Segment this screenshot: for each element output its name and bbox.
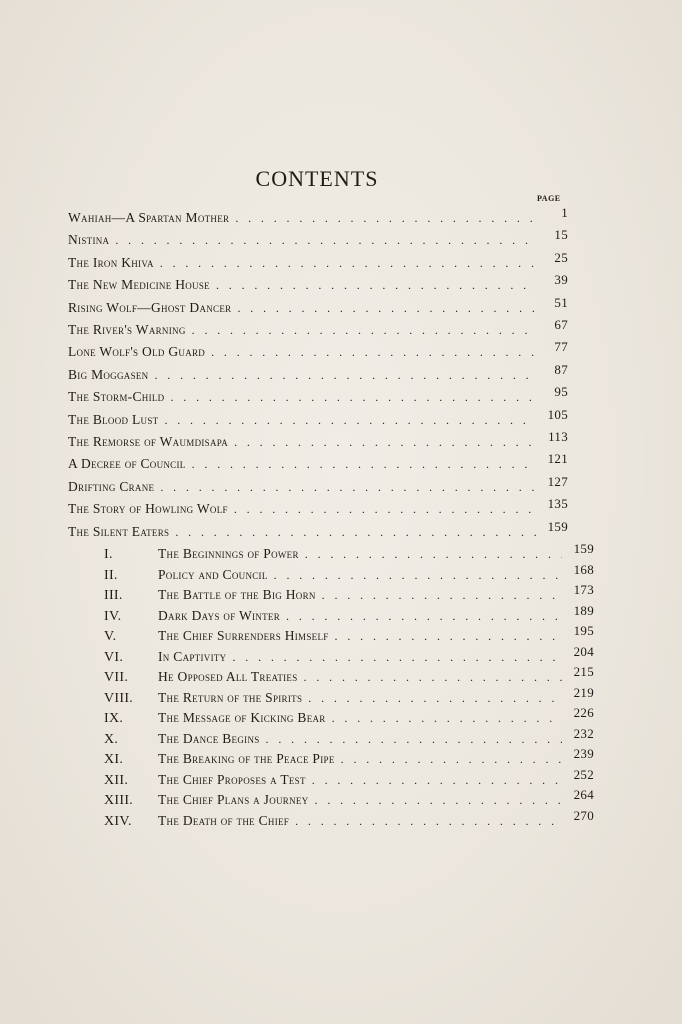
chapter-title: Policy and Council bbox=[158, 566, 268, 582]
toc-entry-title: The Story of Howling Wolf bbox=[68, 501, 228, 517]
chapter-title: The Chief Surrenders Himself bbox=[158, 628, 329, 643]
dot-leader bbox=[231, 301, 536, 316]
chapter-title: The Death of the Chief bbox=[158, 812, 290, 828]
toc-entry bbox=[68, 406, 568, 432]
dot-leader bbox=[169, 525, 536, 540]
chapter-page: 159 bbox=[573, 541, 594, 556]
toc-entry-title: Lone Wolf's Old Guard bbox=[68, 344, 206, 360]
chapter-page: 173 bbox=[573, 582, 594, 597]
chapter-page: 195 bbox=[573, 623, 594, 638]
toc-entry-page: 127 bbox=[547, 473, 568, 489]
toc-entry-page: 121 bbox=[547, 451, 568, 467]
toc-entry bbox=[68, 473, 568, 499]
chapter-page: 264 bbox=[573, 787, 594, 802]
chapter-number: III. bbox=[104, 588, 123, 603]
toc-entry-title: Nistina bbox=[68, 232, 110, 248]
chapter-page: 226 bbox=[573, 705, 594, 720]
toc-entry-page: 113 bbox=[548, 429, 568, 444]
toc-entry-title: Drifting Crane bbox=[68, 478, 155, 494]
toc-entry bbox=[68, 384, 568, 409]
toc-entry-title: Rising Wolf—Ghost Dancer bbox=[68, 299, 232, 315]
chapter-page: 270 bbox=[573, 807, 594, 823]
toc-entry-page: 77 bbox=[554, 339, 568, 355]
toc-entry-title: The Blood Lust bbox=[68, 411, 159, 427]
toc-entry-page: 15 bbox=[554, 227, 568, 243]
chapter-title: The Chief Proposes a Test bbox=[158, 771, 306, 787]
chapter-entry bbox=[104, 582, 594, 607]
toc-entry-title: A Decree of Council bbox=[68, 456, 186, 472]
toc-entry-page: 1 bbox=[561, 205, 568, 220]
dot-leader bbox=[210, 278, 536, 293]
dot-leader bbox=[329, 629, 562, 644]
dot-leader bbox=[164, 390, 536, 405]
chapter-title: The Beginnings of Power bbox=[158, 546, 299, 561]
toc-entry bbox=[68, 339, 568, 364]
toc-entry-page: 135 bbox=[547, 496, 568, 512]
chapter-entry bbox=[104, 766, 594, 792]
chapter-title: He Opposed All Treaties bbox=[158, 669, 298, 684]
dot-leader bbox=[229, 211, 536, 226]
chapter-page: 239 bbox=[573, 746, 594, 761]
toc-entry-title: Wahiah—A Spartan Mother bbox=[68, 210, 230, 225]
page-column-label: PAGE bbox=[537, 194, 561, 203]
chapter-number: II. bbox=[104, 567, 118, 583]
chapter-entry bbox=[104, 684, 594, 710]
chapter-title: The Battle of the Big Horn bbox=[158, 587, 316, 602]
toc-entry bbox=[68, 496, 568, 521]
chapter-title: The Chief Plans a Journey bbox=[158, 792, 309, 807]
toc-entry bbox=[68, 227, 568, 252]
toc-entry bbox=[68, 451, 568, 476]
dot-leader bbox=[186, 457, 536, 472]
chapter-entry bbox=[104, 623, 594, 648]
dot-leader bbox=[205, 345, 536, 360]
toc-entry-page: 51 bbox=[554, 294, 568, 310]
dot-leader bbox=[298, 670, 562, 685]
chapter-entry bbox=[104, 725, 594, 751]
chapter-title: The Return of the Spirits bbox=[158, 689, 303, 705]
chapter-number: VII. bbox=[104, 670, 129, 685]
toc-entry bbox=[68, 205, 568, 230]
chapter-entry bbox=[104, 746, 594, 771]
chapter-page: 204 bbox=[573, 643, 594, 659]
chapter-entry bbox=[104, 541, 594, 566]
dot-leader bbox=[268, 568, 562, 583]
chapter-page: 252 bbox=[573, 766, 594, 782]
toc-entry-page: 25 bbox=[554, 249, 568, 265]
toc-entry bbox=[68, 429, 568, 454]
toc-entry bbox=[68, 249, 568, 275]
chapter-entry bbox=[104, 602, 594, 628]
dot-leader bbox=[299, 547, 562, 562]
dot-leader bbox=[154, 256, 536, 271]
chapter-entry bbox=[104, 664, 594, 689]
dot-leader bbox=[306, 773, 562, 788]
chapter-number: VI. bbox=[104, 649, 124, 665]
chapter-title: In Captivity bbox=[158, 648, 227, 664]
chapter-entry bbox=[104, 705, 594, 730]
dot-leader bbox=[302, 691, 562, 706]
chapter-number: XIV. bbox=[104, 813, 132, 829]
chapter-page: 232 bbox=[573, 725, 594, 741]
dot-leader bbox=[186, 323, 536, 338]
dot-leader bbox=[226, 650, 562, 665]
toc-entry-title: The Storm-Child bbox=[68, 389, 165, 405]
chapter-page: 168 bbox=[573, 561, 594, 577]
toc-entry bbox=[68, 317, 568, 342]
toc-entry-page: 159 bbox=[547, 518, 568, 534]
toc-entry-page: 67 bbox=[554, 317, 568, 332]
dot-leader bbox=[316, 588, 562, 603]
dot-leader bbox=[280, 609, 562, 624]
chapter-page: 215 bbox=[573, 664, 594, 679]
chapter-entry bbox=[104, 561, 594, 587]
dot-leader bbox=[158, 413, 536, 428]
dot-leader bbox=[228, 435, 536, 450]
chapter-number: IV. bbox=[104, 608, 122, 624]
toc-entry-title: The Silent Eaters bbox=[68, 523, 170, 539]
chapter-entry bbox=[104, 807, 594, 833]
chapter-page: 219 bbox=[573, 684, 594, 700]
chapter-number: XI. bbox=[104, 752, 124, 767]
toc-entry bbox=[68, 518, 568, 544]
chapter-title: The Message of Kicking Bear bbox=[158, 710, 326, 725]
toc-entry-title: The Remorse of Waumdisapa bbox=[68, 434, 229, 449]
chapter-number: XIII. bbox=[104, 793, 134, 808]
chapter-entry bbox=[104, 643, 594, 669]
chapter-title: Dark Days of Winter bbox=[158, 607, 281, 623]
dot-leader bbox=[326, 711, 562, 726]
dot-leader bbox=[228, 502, 536, 517]
dot-leader bbox=[109, 233, 536, 248]
chapter-title: The Breaking of the Peace Pipe bbox=[158, 751, 335, 766]
toc-entry bbox=[68, 294, 568, 320]
chapter-title: The Dance Begins bbox=[158, 730, 260, 746]
chapter-number: I. bbox=[104, 547, 113, 562]
contents-title: CONTENTS bbox=[255, 166, 379, 191]
dot-leader bbox=[335, 752, 562, 767]
dot-leader bbox=[309, 793, 562, 808]
dot-leader bbox=[148, 368, 536, 383]
toc-entry bbox=[68, 272, 568, 297]
toc-entry-page: 39 bbox=[554, 272, 568, 288]
toc-entry-title: The River's Warning bbox=[68, 322, 186, 337]
chapter-page: 189 bbox=[573, 602, 594, 618]
toc-entry-title: The Iron Khiva bbox=[68, 254, 154, 270]
chapter-number: V. bbox=[104, 629, 117, 644]
toc-entry-page: 95 bbox=[554, 384, 568, 400]
chapter-number: IX. bbox=[104, 711, 124, 726]
toc-entry bbox=[68, 361, 568, 387]
chapter-entry bbox=[104, 787, 594, 812]
chapter-number: X. bbox=[104, 731, 119, 747]
toc-entry-page: 87 bbox=[554, 361, 568, 377]
toc-entry-title: The New Medicine House bbox=[68, 277, 210, 293]
dot-leader bbox=[289, 814, 562, 829]
chapter-number: VIII. bbox=[104, 690, 134, 706]
dot-leader bbox=[154, 480, 536, 495]
chapter-number: XII. bbox=[104, 772, 129, 788]
toc-entry-title: Big Moggasen bbox=[68, 366, 149, 382]
dot-leader bbox=[260, 732, 562, 747]
toc-entry-page: 105 bbox=[547, 406, 568, 422]
